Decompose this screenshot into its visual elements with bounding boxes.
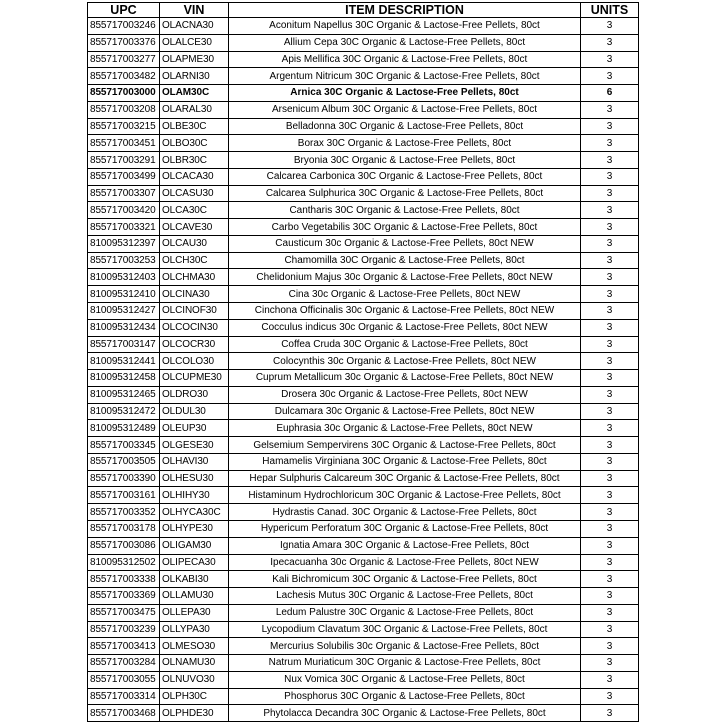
vin-cell: OLBR30C	[160, 152, 229, 169]
upc-cell: 855717003420	[88, 202, 160, 219]
vin-cell: OLMESO30	[160, 638, 229, 655]
description-cell: Cinchona Officinalis 30c Organic & Lactose-Free Pellets, 80ct NEW	[229, 303, 581, 320]
vin-cell: OLCHMA30	[160, 269, 229, 286]
units-cell: 3	[581, 168, 639, 185]
vin-cell: OLCOCIN30	[160, 319, 229, 336]
description-cell: Carbo Vegetabilis 30C Organic & Lactose-Free Pellets, 80ct	[229, 219, 581, 236]
units-cell: 3	[581, 18, 639, 35]
description-cell: Apis Mellifica 30C Organic & Lactose-Free Pellets, 80ct	[229, 51, 581, 68]
vin-cell: OLDRO30	[160, 386, 229, 403]
table-row	[88, 621, 639, 638]
description-cell: Gelsemium Sempervirens 30C Organic & Lactose-Free Pellets, 80ct	[229, 437, 581, 454]
units-cell: 3	[581, 571, 639, 588]
description-cell: Dulcamara 30c Organic & Lactose-Free Pellets, 80ct NEW	[229, 403, 581, 420]
vin-cell: OLHYPE30	[160, 520, 229, 537]
units-cell: 3	[581, 504, 639, 521]
upc-cell: 855717003307	[88, 185, 160, 202]
vin-cell: OLCOLO30	[160, 353, 229, 370]
upc-cell: 855717003086	[88, 537, 160, 554]
upc-cell: 855717003253	[88, 252, 160, 269]
column-header-vin: VIN	[160, 3, 229, 18]
upc-cell: 855717003000	[88, 85, 160, 102]
table-row	[88, 453, 639, 470]
description-cell: Coffea Cruda 30C Organic & Lactose-Free Pellets, 80ct	[229, 336, 581, 353]
table-row	[88, 520, 639, 537]
table-row	[88, 437, 639, 454]
description-cell: Ledum Palustre 30C Organic & Lactose-Free Pellets, 80ct	[229, 604, 581, 621]
table-row	[88, 85, 639, 102]
units-cell: 3	[581, 420, 639, 437]
upc-cell: 810095312472	[88, 403, 160, 420]
upc-cell: 855717003178	[88, 520, 160, 537]
table-row	[88, 386, 639, 403]
units-cell: 3	[581, 269, 639, 286]
vin-cell: OLCINA30	[160, 286, 229, 303]
units-cell: 3	[581, 319, 639, 336]
units-cell: 3	[581, 487, 639, 504]
vin-cell: OLAPME30	[160, 51, 229, 68]
upc-cell: 855717003246	[88, 18, 160, 35]
units-cell: 3	[581, 604, 639, 621]
vin-cell: OLAM30C	[160, 85, 229, 102]
table-row	[88, 403, 639, 420]
vin-cell: OLCOCR30	[160, 336, 229, 353]
description-cell: Argentum Nitricum 30C Organic & Lactose-Free Pellets, 80ct	[229, 68, 581, 85]
units-cell: 3	[581, 51, 639, 68]
units-cell: 3	[581, 688, 639, 705]
units-cell: 3	[581, 705, 639, 722]
description-cell: Borax 30C Organic & Lactose-Free Pellets, 80ct	[229, 135, 581, 152]
vin-cell: OLCACA30	[160, 168, 229, 185]
description-cell: Lycopodium Clavatum 30C Organic & Lactose-Free Pellets, 80ct	[229, 621, 581, 638]
table-row	[88, 319, 639, 336]
units-cell: 3	[581, 219, 639, 236]
vin-cell: OLIGAM30	[160, 537, 229, 554]
table-row	[88, 470, 639, 487]
table-row	[88, 135, 639, 152]
description-cell: Cantharis 30C Organic & Lactose-Free Pellets, 80ct	[229, 202, 581, 219]
description-cell: Nux Vomica 30C Organic & Lactose-Free Pellets, 80ct	[229, 671, 581, 688]
vin-cell: OLBE30C	[160, 118, 229, 135]
table-row	[88, 588, 639, 605]
vin-cell: OLIPECA30	[160, 554, 229, 571]
table-row	[88, 504, 639, 521]
vin-cell: OLLYPA30	[160, 621, 229, 638]
units-cell: 3	[581, 386, 639, 403]
vin-cell: OLNAMU30	[160, 655, 229, 672]
units-cell: 3	[581, 252, 639, 269]
upc-cell: 810095312410	[88, 286, 160, 303]
table-row	[88, 219, 639, 236]
description-cell: Lachesis Mutus 30C Organic & Lactose-Free Pellets, 80ct	[229, 588, 581, 605]
upc-cell: 855717003468	[88, 705, 160, 722]
column-header-units: UNITS	[581, 3, 639, 18]
vin-cell: OLCH30C	[160, 252, 229, 269]
vin-cell: OLNUVO30	[160, 671, 229, 688]
table-row	[88, 420, 639, 437]
upc-cell: 855717003291	[88, 152, 160, 169]
vin-cell: OLCASU30	[160, 185, 229, 202]
vin-cell: OLARNI30	[160, 68, 229, 85]
vin-cell: OLLEPA30	[160, 604, 229, 621]
upc-cell: 855717003352	[88, 504, 160, 521]
table-row	[88, 604, 639, 621]
table-row	[88, 336, 639, 353]
vin-cell: OLHIHY30	[160, 487, 229, 504]
table-row	[88, 118, 639, 135]
description-cell: Chelidonium Majus 30c Organic & Lactose-Free Pellets, 80ct NEW	[229, 269, 581, 286]
description-cell: Chamomilla 30C Organic & Lactose-Free Pellets, 80ct	[229, 252, 581, 269]
units-cell: 3	[581, 202, 639, 219]
vin-cell: OLACNA30	[160, 18, 229, 35]
units-cell: 3	[581, 336, 639, 353]
vin-cell: OLHYCA30C	[160, 504, 229, 521]
table-row	[88, 353, 639, 370]
units-cell: 3	[581, 152, 639, 169]
upc-cell: 810095312465	[88, 386, 160, 403]
upc-cell: 810095312427	[88, 303, 160, 320]
units-cell: 3	[581, 437, 639, 454]
upc-cell: 855717003314	[88, 688, 160, 705]
table-row	[88, 34, 639, 51]
table-body	[88, 18, 639, 722]
units-cell: 3	[581, 68, 639, 85]
description-cell: Hepar Sulphuris Calcareum 30C Organic & Lactose-Free Pellets, 80ct	[229, 470, 581, 487]
vin-cell: OLCUPME30	[160, 370, 229, 387]
upc-cell: 810095312458	[88, 370, 160, 387]
table-row	[88, 152, 639, 169]
description-cell: Arnica 30C Organic & Lactose-Free Pellets, 80ct	[229, 85, 581, 102]
upc-cell: 810095312434	[88, 319, 160, 336]
units-cell: 3	[581, 537, 639, 554]
table-row	[88, 487, 639, 504]
description-cell: Allium Cepa 30C Organic & Lactose-Free Pellets, 80ct	[229, 34, 581, 51]
table-row	[88, 688, 639, 705]
upc-cell: 855717003482	[88, 68, 160, 85]
units-cell: 3	[581, 470, 639, 487]
table-row	[88, 705, 639, 722]
upc-cell: 855717003338	[88, 571, 160, 588]
units-cell: 3	[581, 185, 639, 202]
description-cell: Cuprum Metallicum 30c Organic & Lactose-Free Pellets, 80ct NEW	[229, 370, 581, 387]
description-cell: Calcarea Sulphurica 30C Organic & Lactose-Free Pellets, 80ct	[229, 185, 581, 202]
units-cell: 3	[581, 621, 639, 638]
upc-cell: 855717003208	[88, 101, 160, 118]
table-row	[88, 252, 639, 269]
vin-cell: OLPH30C	[160, 688, 229, 705]
units-cell: 3	[581, 118, 639, 135]
vin-cell: OLALCE30	[160, 34, 229, 51]
vin-cell: OLPHDE30	[160, 705, 229, 722]
units-cell: 3	[581, 303, 639, 320]
upc-cell: 855717003475	[88, 604, 160, 621]
description-cell: Bryonia 30C Organic & Lactose-Free Pellets, 80ct	[229, 152, 581, 169]
upc-cell: 855717003215	[88, 118, 160, 135]
upc-cell: 810095312441	[88, 353, 160, 370]
table-row	[88, 286, 639, 303]
upc-cell: 855717003161	[88, 487, 160, 504]
upc-cell: 855717003147	[88, 336, 160, 353]
upc-cell: 855717003277	[88, 51, 160, 68]
vin-cell: OLCINOF30	[160, 303, 229, 320]
table-row	[88, 269, 639, 286]
units-cell: 3	[581, 370, 639, 387]
description-cell: Colocynthis 30c Organic & Lactose-Free Pellets, 80ct NEW	[229, 353, 581, 370]
description-cell: Natrum Muriaticum 30C Organic & Lactose-Free Pellets, 80ct	[229, 655, 581, 672]
description-cell: Ipecacuanha 30c Organic & Lactose-Free Pellets, 80ct NEW	[229, 554, 581, 571]
units-cell: 3	[581, 638, 639, 655]
table-row	[88, 571, 639, 588]
upc-cell: 810095312403	[88, 269, 160, 286]
vin-cell: OLHESU30	[160, 470, 229, 487]
description-cell: Hypericum Perforatum 30C Organic & Lactose-Free Pellets, 80ct	[229, 520, 581, 537]
units-cell: 3	[581, 655, 639, 672]
upc-cell: 855717003505	[88, 453, 160, 470]
description-cell: Cina 30c Organic & Lactose-Free Pellets, 80ct NEW	[229, 286, 581, 303]
column-header-upc: UPC	[88, 3, 160, 18]
units-cell: 3	[581, 453, 639, 470]
vin-cell: OLDUL30	[160, 403, 229, 420]
vin-cell: OLCA30C	[160, 202, 229, 219]
vin-cell: OLBO30C	[160, 135, 229, 152]
header-row	[88, 3, 639, 18]
units-cell: 3	[581, 554, 639, 571]
upc-cell: 810095312397	[88, 235, 160, 252]
description-cell: Causticum 30c Organic & Lactose-Free Pellets, 80ct NEW	[229, 235, 581, 252]
units-cell: 3	[581, 403, 639, 420]
table-row	[88, 168, 639, 185]
upc-cell: 810095312489	[88, 420, 160, 437]
upc-cell: 855717003055	[88, 671, 160, 688]
upc-cell: 855717003413	[88, 638, 160, 655]
description-cell: Calcarea Carbonica 30C Organic & Lactose-Free Pellets, 80ct	[229, 168, 581, 185]
upc-cell: 855717003239	[88, 621, 160, 638]
units-cell: 3	[581, 286, 639, 303]
units-cell: 3	[581, 135, 639, 152]
table-row	[88, 655, 639, 672]
table-row	[88, 18, 639, 35]
description-cell: Aconitum Napellus 30C Organic & Lactose-Free Pellets, 80ct	[229, 18, 581, 35]
table-row	[88, 185, 639, 202]
units-cell: 3	[581, 588, 639, 605]
units-cell: 3	[581, 353, 639, 370]
vin-cell: OLLAMU30	[160, 588, 229, 605]
table-row	[88, 537, 639, 554]
vin-cell: OLKABI30	[160, 571, 229, 588]
table-row	[88, 638, 639, 655]
description-cell: Drosera 30c Organic & Lactose-Free Pellets, 80ct NEW	[229, 386, 581, 403]
upc-cell: 855717003345	[88, 437, 160, 454]
description-cell: Euphrasia 30c Organic & Lactose-Free Pellets, 80ct NEW	[229, 420, 581, 437]
description-cell: Cocculus indicus 30c Organic & Lactose-Free Pellets, 80ct NEW	[229, 319, 581, 336]
upc-cell: 855717003284	[88, 655, 160, 672]
table-row	[88, 671, 639, 688]
table-row	[88, 554, 639, 571]
table-row	[88, 51, 639, 68]
vin-cell: OLEUP30	[160, 420, 229, 437]
upc-cell: 855717003369	[88, 588, 160, 605]
description-cell: Histaminum Hydrochloricum 30C Organic & Lactose-Free Pellets, 80ct	[229, 487, 581, 504]
description-cell: Kali Bichromicum 30C Organic & Lactose-Free Pellets, 80ct	[229, 571, 581, 588]
description-cell: Ignatia Amara 30C Organic & Lactose-Free Pellets, 80ct	[229, 537, 581, 554]
vin-cell: OLGESE30	[160, 437, 229, 454]
description-cell: Hydrastis Canad. 30C Organic & Lactose-Free Pellets, 80ct	[229, 504, 581, 521]
table-row	[88, 303, 639, 320]
description-cell: Hamamelis Virginiana 30C Organic & Lactose-Free Pellets, 80ct	[229, 453, 581, 470]
units-cell: 3	[581, 235, 639, 252]
description-cell: Mercurius Solubilis 30c Organic & Lactose-Free Pellets, 80ct	[229, 638, 581, 655]
table-row	[88, 68, 639, 85]
upc-cell: 855717003321	[88, 219, 160, 236]
description-cell: Arsenicum Album 30C Organic & Lactose-Free Pellets, 80ct	[229, 101, 581, 118]
table-row	[88, 235, 639, 252]
table-row	[88, 101, 639, 118]
vin-cell: OLCAU30	[160, 235, 229, 252]
vin-cell: OLARAL30	[160, 101, 229, 118]
table-row	[88, 370, 639, 387]
description-cell: Phosphorus 30C Organic & Lactose-Free Pellets, 80ct	[229, 688, 581, 705]
upc-cell: 855717003376	[88, 34, 160, 51]
table-row	[88, 202, 639, 219]
units-cell: 3	[581, 101, 639, 118]
vin-cell: OLHAVI30	[160, 453, 229, 470]
column-header-description: ITEM DESCRIPTION	[229, 3, 581, 18]
description-cell: Belladonna 30C Organic & Lactose-Free Pellets, 80ct	[229, 118, 581, 135]
product-table	[87, 2, 639, 722]
units-cell: 3	[581, 671, 639, 688]
units-cell: 6	[581, 85, 639, 102]
description-cell: Phytolacca Decandra 30C Organic & Lactose-Free Pellets, 80ct	[229, 705, 581, 722]
vin-cell: OLCAVE30	[160, 219, 229, 236]
upc-cell: 810095312502	[88, 554, 160, 571]
upc-cell: 855717003390	[88, 470, 160, 487]
units-cell: 3	[581, 34, 639, 51]
upc-cell: 855717003451	[88, 135, 160, 152]
upc-cell: 855717003499	[88, 168, 160, 185]
units-cell: 3	[581, 520, 639, 537]
